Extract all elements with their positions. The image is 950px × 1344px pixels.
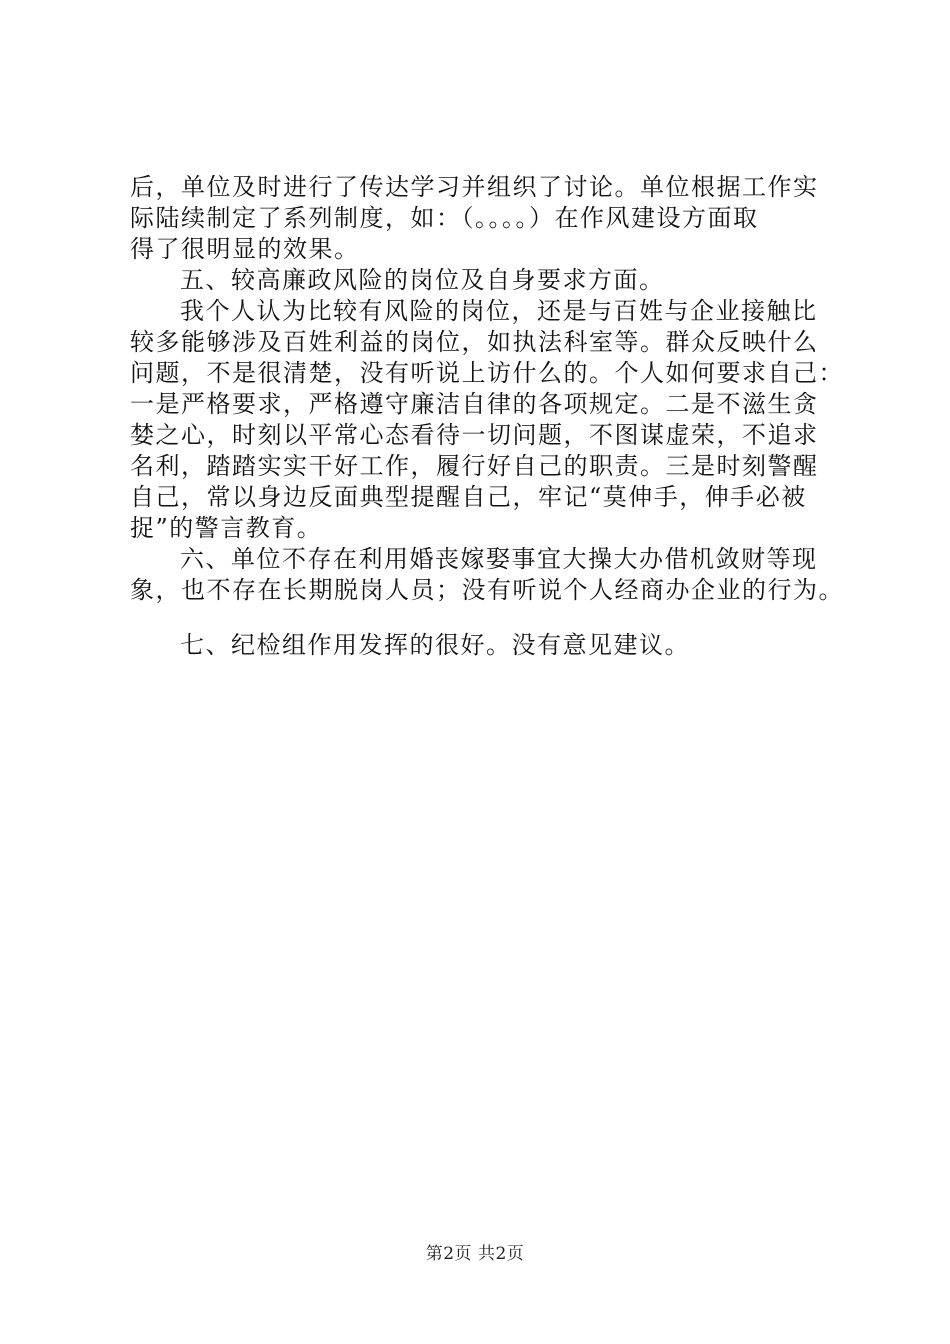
paragraph-line: 我个人认为比较有风险的岗位，还是与百姓与企业接触比 <box>180 297 818 325</box>
paragraph-line: 问题，不是很清楚，没有听说上访什么的。个人如何要求自己： <box>130 359 844 387</box>
section-7-line: 七、纪检组作用发挥的很好。没有意见建议。 <box>180 631 690 659</box>
paragraph-line: 一是严格要求，严格遵守廉洁自律的各项规定。二是不滋生贪 <box>130 390 819 418</box>
paragraph-line: 捉”的警言教育。 <box>130 514 323 542</box>
paragraph-line: 后，单位及时进行了传达学习并组织了讨论。单位根据工作实 <box>130 173 819 201</box>
section-heading-5: 五、较高廉政风险的岗位及自身要求方面。 <box>180 266 665 294</box>
paragraph-line: 际陆续制定了系列制度，如：（。。。。）在作风建设方面取 <box>130 204 759 232</box>
document-body <box>130 172 850 661</box>
paragraph-line: 婪之心，时刻以平常心态看待一切问题，不图谋虚荣，不追求 <box>130 421 819 449</box>
paragraph-line: 自己，常以身边反面典型提醒自己，牢记“莫伸手，伸手必被 <box>130 483 807 511</box>
page-footer: 第2页 共2页 <box>425 1244 525 1264</box>
section-6-line: 象，也不存在长期脱岗人员；没有听说个人经商办企业的行为。 <box>130 576 844 604</box>
paragraph-line: 较多能够涉及百姓利益的岗位，如执法科室等。群众反映什么 <box>130 328 819 356</box>
paragraph-line: 得了很明显的效果。 <box>130 235 360 263</box>
paragraph-line: 名利，踏踏实实干好工作，履行好自己的职责。三是时刻警醒 <box>130 452 819 480</box>
section-6-line: 六、单位不存在利用婚丧嫁娶事宜大操大办借机敛财等现 <box>180 545 818 573</box>
